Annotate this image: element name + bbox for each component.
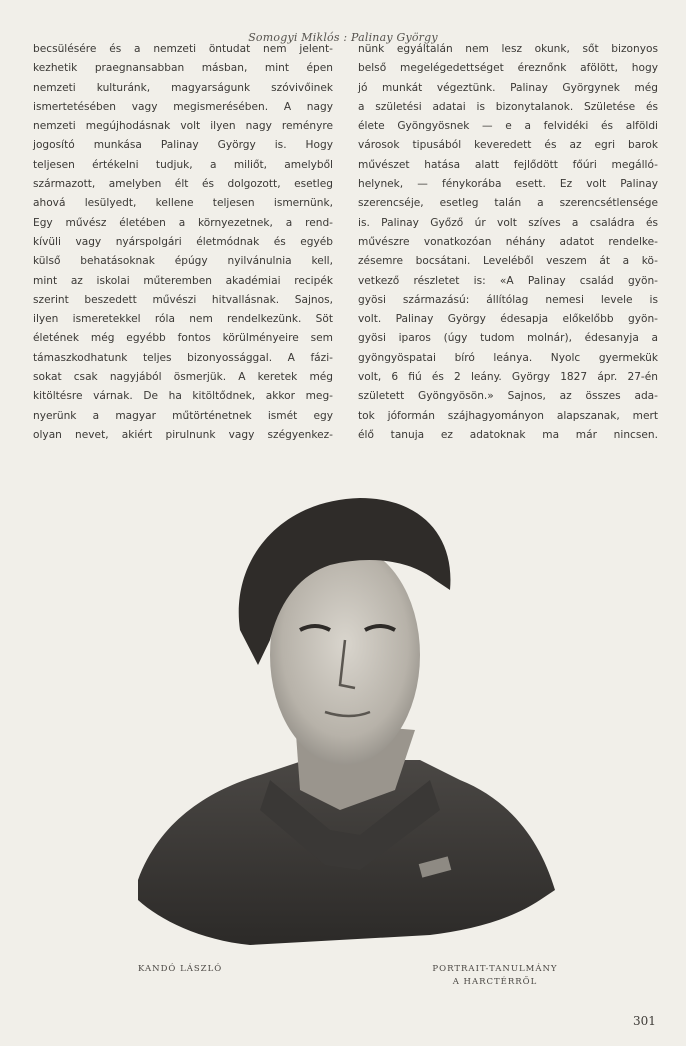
- text-line: támaszkodhatunk teljes bizonyossággal. A fázi-: [33, 351, 333, 364]
- text-line: volt, 6 fiú és 2 leány. György 1827 ápr. 27-én: [358, 371, 658, 384]
- text-line: belső megelégedettséget éreznőnk afölött, hogy: [358, 62, 658, 75]
- text-line: életének még egyébb fontos körülményeire sem: [33, 332, 333, 345]
- text-line: zésemre bocsátani. Leveléből veszem át a kö-: [358, 255, 658, 268]
- text-line: kívüli vagy nyárspolgári életmódnak és egyéb: [33, 235, 333, 248]
- text-line: gyösi iparos (úgy tudom molnár), édesanyja a: [358, 332, 658, 345]
- text-line: gyöngyöspatai bíró leánya. Nyolc gyermekük: [358, 351, 658, 364]
- text-line: nünk egyáltalán nem lesz okunk, sőt bizonyos: [358, 43, 658, 55]
- portrait-illustration: [130, 490, 560, 955]
- text-line: nemzeti megújhodásnak volt ilyen nagy reményre: [33, 120, 333, 133]
- text-line: ilyen ismeretekkel róla nem rendelkezünk. Söt: [33, 313, 333, 326]
- text-line: olyan nevet, akiért pirulnunk vagy szégyenkez-: [33, 428, 333, 441]
- text-line: vetkező részletet is: «A Palinay család gyön-: [358, 274, 658, 287]
- text-line: sokat csak nagyjából ösmerjük. A keretek még: [33, 371, 333, 384]
- text-line: nemzeti kulturánk, magyarságunk szóvivőinek: [33, 81, 333, 94]
- text-line: élete Gyöngyösnek — e a felvidéki és alföldi: [358, 120, 658, 133]
- text-line: helynek, — fénykorába esett. Ez volt Palinay: [358, 178, 658, 191]
- figure-artist-caption: KANDÓ LÁSZLÓ: [138, 964, 223, 974]
- left-text-column: [33, 40, 333, 445]
- text-line: jogosító munkása Palinay György is. Hogy: [33, 139, 333, 152]
- figure-title-line1: PORTRAIT-TANULMÁNY: [432, 964, 558, 974]
- text-line: becsülésére és a nemzeti öntudat nem jelent-: [33, 43, 333, 55]
- figure-title-line2: A HARCTÉRRŐL: [452, 977, 538, 987]
- text-line: Egy művész életében a környezetnek, a rend-: [33, 216, 333, 229]
- text-line: szerint beszedett művészi hitvallásnak. Sajnos,: [33, 293, 333, 306]
- text-line: városok tipusából keveredett és az egri barok: [358, 139, 658, 152]
- right-text-column: [358, 40, 658, 445]
- text-line: jó munkát végeztünk. Palinay Györgynek még: [358, 81, 658, 94]
- text-line: gyösi származású: állítólag nemesi levele is: [358, 293, 658, 306]
- text-line: külső behatásoknak épúgy nyilvánulnia kell,: [33, 255, 333, 268]
- text-line: kitöltésre várnak. De ha kitöltődnek, akkor meg-: [33, 390, 333, 403]
- text-line: nyerünk a magyar műtörténetnek ismét egy: [33, 409, 333, 422]
- text-line: szerencséje, esetleg talán a szerencsétlensége: [358, 197, 658, 210]
- text-line: a születési adatai is bizonytalanok. Születése és: [358, 100, 658, 113]
- text-line: kezhetik praegnansabban másban, mint épen: [33, 62, 333, 75]
- text-line: mint az iskolai műteremben akadémiai recipék: [33, 274, 333, 287]
- text-line: született Gyöngyösön.» Sajnos, az összes ada-: [358, 390, 658, 403]
- text-line: is. Palinay Győző úr volt szíves a családra és: [358, 216, 658, 229]
- text-line: tok jóformán szájhagyományon alapszanak, mert: [358, 409, 658, 422]
- text-line: élő tanuja ez adatoknak ma már nincsen.: [358, 428, 658, 441]
- text-line: művészet hatása alatt fejlődött főúri megálló-: [358, 158, 658, 171]
- text-line: ahová lesülyedt, kellene teljesen ismernünk,: [33, 197, 333, 210]
- running-header: Somogyi Miklós : Palinay György: [248, 31, 438, 44]
- text-line: teljesen értékelni tudjuk, a miliőt, amelyből: [33, 158, 333, 171]
- text-line: volt. Palinay György édesapja előkelőbb gyön-: [358, 313, 658, 326]
- page-number: 301: [633, 1014, 656, 1028]
- text-line: származott, amelyben élt és dolgozott, esetleg: [33, 178, 333, 191]
- figure-title-caption: [405, 963, 585, 989]
- text-line: művészre vonatkozóan néhány adatot rendelke-: [358, 235, 658, 248]
- text-line: ismertetésében vagy megismerésében. A nagy: [33, 100, 333, 113]
